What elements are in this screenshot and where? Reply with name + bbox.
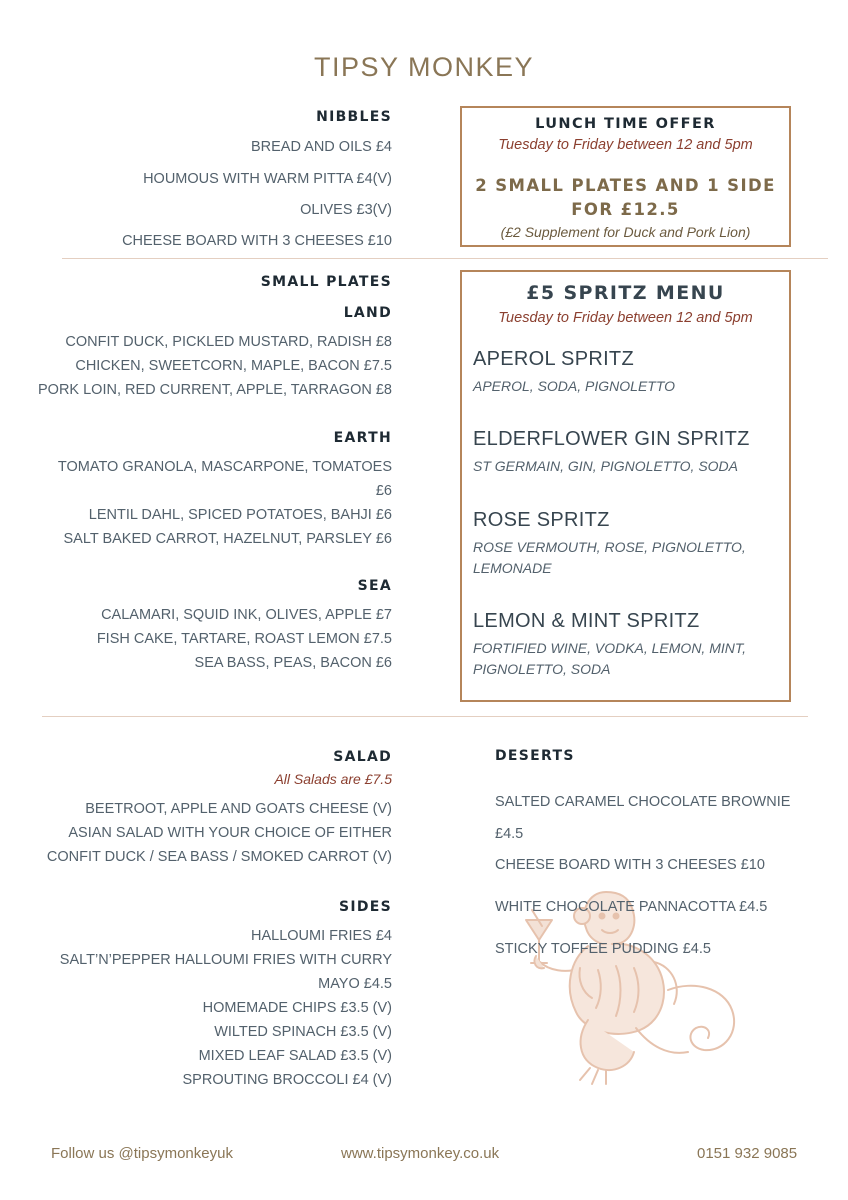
small-plates-heading: SMALL PLATES — [260, 274, 392, 290]
sea-item: SEA BASS, PEAS, BACON £6 — [194, 655, 392, 671]
sides-item: MIXED LEAF SALAD £3.5 (V) — [198, 1048, 392, 1064]
salad-note: All Salads are £7.5 — [274, 771, 392, 787]
sides-heading: SIDES — [338, 899, 392, 915]
deserts-heading: DESERTS — [495, 748, 575, 764]
land-item: PORK LOIN, RED CURRENT, APPLE, TARRAGON £8 — [38, 382, 392, 398]
spritz-menu-box — [460, 270, 791, 702]
salad-heading: SALAD — [333, 749, 392, 765]
salad-item: ASIAN SALAD WITH YOUR CHOICE OF EITHER — [68, 825, 392, 841]
sides-item: HOMEMADE CHIPS £3.5 (V) — [202, 1000, 392, 1016]
page-title: TIPSY MONKEY — [313, 52, 535, 82]
sea-item: FISH CAKE, TARTARE, ROAST LEMON £7.5 — [96, 631, 392, 647]
deserts-item: STICKY TOFFEE PUDDING £4.5 — [495, 941, 711, 957]
salad-item: BEETROOT, APPLE AND GOATS CHEESE (V) — [85, 801, 392, 817]
deserts-item: SALTED CARAMEL CHOCOLATE BROWNIE — [495, 794, 791, 810]
drink-name: LEMON & MINT SPRITZ — [473, 610, 700, 632]
drink-description: ST GERMAIN, GIN, PIGNOLETTO, SODA — [473, 458, 739, 474]
deserts-item: CHEESE BOARD WITH 3 CHEESES £10 — [495, 857, 765, 873]
earth-item: LENTIL DAHL, SPICED POTATOES, BAHJI £6 — [88, 507, 392, 523]
spritz-subtitle: Tuesday to Friday between 12 and 5pm — [498, 310, 753, 326]
land-item: CONFIT DUCK, PICKLED MUSTARD, RADISH £8 — [65, 334, 392, 350]
drink-name: ROSE SPRITZ — [473, 509, 610, 531]
drink-name: ELDERFLOWER GIN SPRITZ — [473, 428, 750, 450]
sides-item: WILTED SPINACH £3.5 (V) — [214, 1024, 392, 1040]
land-item: CHICKEN, SWEETCORN, MAPLE, BACON £7.5 — [75, 358, 392, 374]
earth-item: £6 — [375, 483, 392, 499]
sea-heading: SEA — [357, 578, 392, 594]
lunch-offer-heading: LUNCH TIME OFFER — [535, 116, 716, 132]
sea-item: CALAMARI, SQUID INK, OLIVES, APPLE £7 — [101, 607, 392, 623]
sides-item: SALT’N’PEPPER HALLOUMI FRIES WITH CURRY — [59, 952, 392, 968]
lunch-offer-line1: 2 SMALL PLATES AND 1 SIDE — [475, 176, 776, 195]
drink-description: APEROL, SODA, PIGNOLETTO — [473, 378, 676, 394]
drink-description: LEMONADE — [473, 560, 552, 576]
footer-phone[interactable]: 0151 932 9085 — [697, 1145, 798, 1162]
nibbles-heading: NIBBLES — [316, 109, 392, 125]
earth-heading: EARTH — [333, 430, 392, 446]
earth-item: TOMATO GRANOLA, MASCARPONE, TOMATOES — [57, 459, 392, 475]
section-divider — [42, 716, 808, 717]
drink-description: ROSE VERMOUTH, ROSE, PIGNOLETTO, — [473, 539, 746, 555]
section-divider — [62, 258, 828, 259]
drink-description: FORTIFIED WINE, VODKA, LEMON, MINT, — [473, 640, 747, 656]
earth-item: SALT BAKED CARROT, HAZELNUT, PARSLEY £6 — [63, 531, 392, 547]
spritz-heading: £5 SPRITZ MENU — [526, 282, 725, 304]
nibbles-item: BREAD AND OILS £4 — [250, 139, 392, 155]
lunch-offer-line2: FOR £12.5 — [571, 200, 680, 219]
lunch-offer-supplement: (£2 Supplement for Duck and Pork Lion) — [500, 224, 751, 240]
sides-item: SPROUTING BROCCOLI £4 (V) — [182, 1072, 392, 1088]
sides-item: MAYO £4.5 — [318, 976, 392, 992]
salad-item: CONFIT DUCK / SEA BASS / SMOKED CARROT (V) — [46, 849, 392, 865]
land-heading: LAND — [343, 305, 392, 321]
deserts-item: £4.5 — [495, 826, 524, 842]
deserts-item: WHITE CHOCOLATE PANNACOTTA £4.5 — [495, 899, 768, 915]
footer-website[interactable]: www.tipsymonkey.co.uk — [341, 1145, 500, 1162]
sides-item: HALLOUMI FRIES £4 — [250, 928, 392, 944]
drink-description: PIGNOLETTO, SODA — [473, 661, 611, 677]
lunch-offer-box — [460, 106, 791, 247]
nibbles-item: CHEESE BOARD WITH 3 CHEESES £10 — [122, 233, 392, 249]
lunch-offer-subtitle: Tuesday to Friday between 12 and 5pm — [498, 137, 753, 153]
footer-social[interactable]: Follow us @tipsymonkeyuk — [51, 1145, 233, 1162]
drink-name: APEROL SPRITZ — [473, 348, 634, 370]
nibbles-item: HOUMOUS WITH WARM PITTA £4(V) — [143, 171, 392, 187]
nibbles-item: OLIVES £3(V) — [300, 202, 392, 218]
